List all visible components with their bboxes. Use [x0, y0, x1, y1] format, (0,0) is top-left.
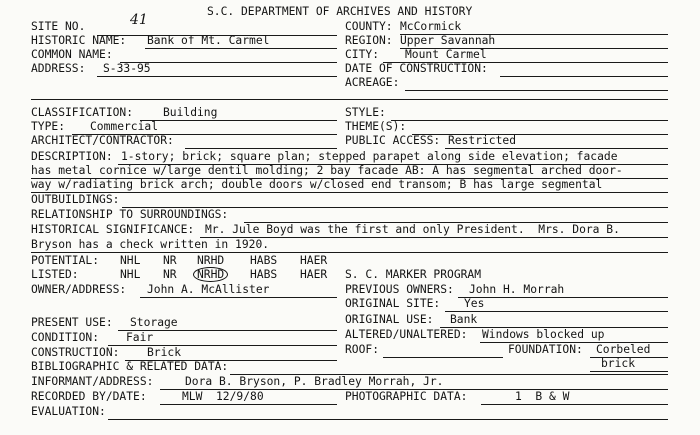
type-label: TYPE: [31, 120, 66, 133]
potential-label: POTENTIAL: [31, 254, 100, 267]
historic-name-label: HISTORIC NAME: [31, 34, 127, 47]
evaluation-line [108, 419, 668, 420]
architect-line [185, 148, 337, 149]
owner-label: OWNER/ADDRESS: [31, 283, 127, 296]
listed-nhl: NHL [120, 268, 141, 281]
foundation-value: Corbeled [596, 343, 651, 356]
construction-value: Brick [147, 346, 182, 359]
style-line [391, 120, 668, 121]
owner-value: John A. McAllister [147, 283, 270, 296]
description-label: DESCRIPTION: [31, 150, 113, 163]
condition-label: CONDITION: [31, 331, 100, 344]
listed-label: LISTED: [31, 268, 79, 281]
historical-significance-line-2: Bryson has a check written in 1920. [31, 238, 270, 251]
county-value: McCormick [400, 20, 462, 33]
owner-line [140, 297, 337, 298]
altered-label: ALTERED/UNALTERED: [345, 328, 468, 341]
photographic-line [481, 404, 668, 405]
theme-label: THEME(S): [345, 120, 407, 133]
classification-line [140, 120, 337, 121]
region-value: Upper Savannah [400, 34, 496, 47]
date-of-construction-label: DATE OF CONSTRUCTION: [345, 62, 488, 75]
recorded-label: RECORDED BY/DATE: [31, 390, 147, 403]
classification-value: Building [163, 106, 218, 119]
description-line-2: has metal cornice w/large dentil molding; 2 bay facade AB: A has segmental arched door- [31, 164, 623, 177]
recorded-value: MLW 12/9/80 [182, 390, 264, 403]
historical-significance-rule-1 [200, 237, 668, 238]
potential-nr: NR [163, 254, 177, 267]
photographic-label: PHOTOGRAPHIC DATA: [345, 390, 468, 403]
potential-haer: HAER [300, 254, 328, 267]
foundation-label: FOUNDATION: [508, 343, 583, 356]
recorded-line [160, 404, 337, 405]
public-access-label: PUBLIC ACCESS: [345, 134, 441, 147]
previous-owners-value: John H. Morrah [469, 283, 565, 296]
historical-significance-line-1: Mr. Jule Boyd was the first and only President. Mrs. Dora B. [205, 223, 620, 236]
photographic-value: 1 B & W [515, 390, 570, 403]
roof-line [383, 357, 503, 358]
bibliographic-label: BIBLIOGRAPHIC & RELATED DATA: [31, 360, 229, 373]
form-header: S.C. DEPARTMENT OF ARCHIVES AND HISTORY [207, 5, 473, 18]
previous-owners-label: PREVIOUS OWNERS: [345, 283, 454, 296]
potential-habs: HABS [250, 254, 278, 267]
architect-label: ARCHITECT/CONTRACTOR: [31, 134, 174, 147]
listed-nrhd-circled: NRHD [193, 267, 228, 282]
address-line [97, 76, 337, 77]
description-rule-3 [31, 192, 668, 193]
common-name-line [120, 62, 337, 63]
region-label: REGION: [345, 34, 393, 47]
style-label: STYLE: [345, 106, 386, 119]
marker-program: S. C. MARKER PROGRAM [345, 268, 482, 281]
original-site-value: Yes [464, 297, 485, 310]
date-of-construction-line [500, 76, 668, 77]
altered-value: Windows blocked up [482, 328, 605, 341]
condition-line [108, 345, 337, 346]
historic-name-value: Bank of Mt. Carmel [147, 34, 270, 47]
description-line-1: 1-story; brick; square plan; stepped parapet along side elevation; facade [121, 150, 618, 163]
address-label: ADDRESS: [31, 62, 86, 75]
classification-label: CLASSIFICATION: [31, 106, 134, 119]
section-divider [31, 99, 668, 100]
construction-label: CONSTRUCTION: [31, 346, 120, 359]
potential-nrhd: NRHD [197, 254, 225, 267]
historical-significance-label: HISTORICAL SIGNIFICANCE: [31, 223, 195, 236]
previous-owners-line [458, 297, 668, 298]
city-value: Mount Carmel [405, 48, 487, 61]
original-use-label: ORIGINAL USE: [345, 313, 434, 326]
relationship-label: RELATIONSHIP TO SURROUNDINGS: [31, 208, 229, 221]
condition-value: Fair [126, 331, 154, 344]
original-use-value: Bank [450, 313, 478, 326]
public-access-value: Restricted [448, 134, 517, 147]
historical-significance-rule-2 [31, 252, 668, 253]
acreage-label: ACREAGE: [345, 76, 400, 89]
listed-nr: NR [163, 268, 177, 281]
description-line-3: way w/radiating brick arch; double doors w/closed end transom; B has large segmental [31, 178, 603, 191]
evaluation-label: EVALUATION: [31, 405, 106, 418]
roof-label: ROOF: [345, 343, 380, 356]
city-label: CITY: [345, 48, 380, 61]
present-use-label: PRESENT USE: [31, 316, 113, 329]
common-name-label: COMMON NAME: [31, 48, 113, 61]
listed-habs: HABS [250, 268, 278, 281]
historic-name-line [145, 48, 337, 49]
informant-value: Dora B. Bryson, P. Bradley Morrah, Jr. [185, 375, 444, 388]
address-value: S-33-95 [103, 62, 151, 75]
foundation-line-2 [590, 371, 668, 372]
outbuildings-label: OUTBUILDINGS: [31, 193, 120, 206]
listed-haer: HAER [300, 268, 328, 281]
original-site-label: ORIGINAL SITE: [345, 297, 441, 310]
potential-nhl: NHL [120, 254, 141, 267]
acreage-line [405, 90, 668, 91]
present-use-value: Storage [130, 316, 178, 329]
type-value: Commercial [90, 120, 159, 133]
site-no-label: SITE NO. [31, 20, 86, 33]
original-site-line [445, 311, 668, 312]
county-label: COUNTY: [345, 20, 393, 33]
informant-label: INFORMANT/ADDRESS: [31, 375, 154, 388]
public-access-line [445, 148, 668, 149]
site-no-value: 41 [130, 12, 148, 28]
foundation-value-2: brick [601, 357, 636, 370]
